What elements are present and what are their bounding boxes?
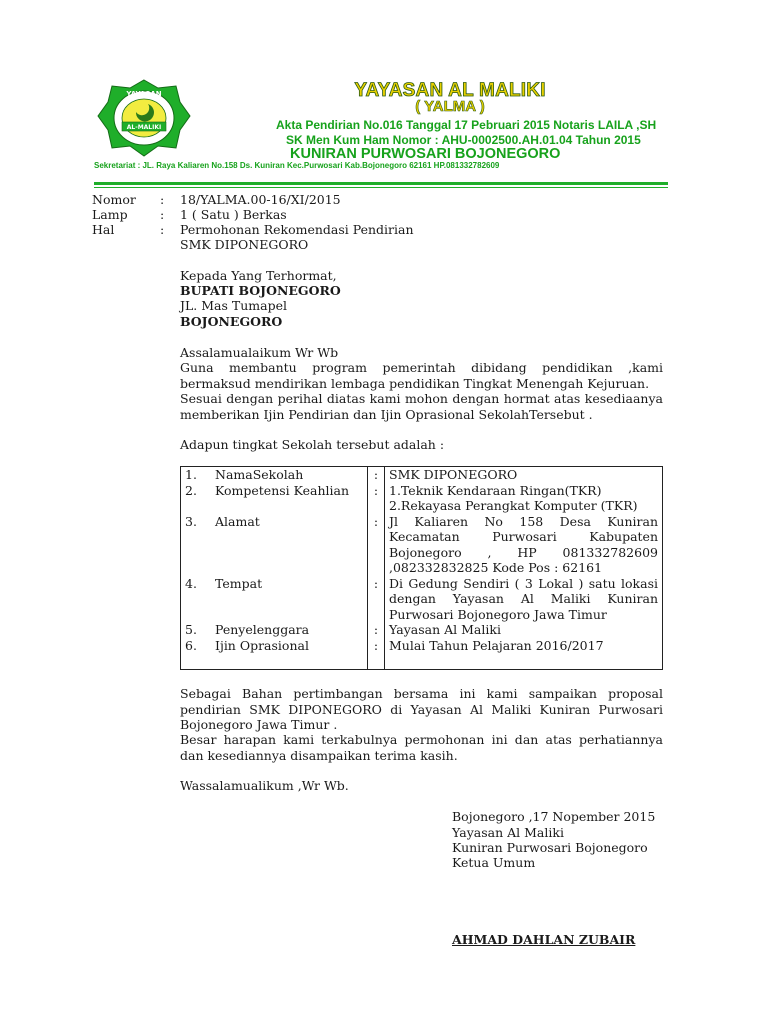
meta-lamp-label: Lamp (92, 207, 128, 222)
row-number: 6. (185, 637, 197, 653)
competency-1: 1.Teknik Kendaraan Ringan(TKR) (389, 482, 602, 498)
meta-lamp-sep: : (160, 207, 165, 222)
row-label: Tempat (215, 575, 263, 591)
meta-lamp-value: 1 ( Satu ) Berkas (180, 207, 287, 222)
paragraph-4: Besar harapan kami terkabulnya permohonan ini dan atas perhatiannya dan kesediannya disampaikan terima kasih. (180, 732, 663, 763)
recipient-name: BUPATI BOJONEGORO (180, 283, 341, 298)
row-number: 4. (185, 575, 197, 591)
meta-hal-value: Permohonan Rekomendasi Pendirian (180, 222, 414, 237)
row-label: Kompetensi Keahlian (215, 482, 350, 498)
opening-salam: Assalamualaikum Wr Wb (180, 345, 339, 360)
paragraph-3: Sebagai Bahan pertimbangan bersama ini kami sampaikan proposal pendirian SMK DIPONEGORO di Yayasan Al Maliki Kuniran Purwosari Bojonegoro Jawa Timur . (180, 686, 663, 732)
signature-org: Yayasan Al Maliki (452, 825, 564, 840)
row-sep: : (368, 622, 385, 638)
meta-nomor-value: 18/YALMA.00-16/XI/2015 (180, 192, 341, 207)
recipient-address: JL. Mas Tumapel (180, 298, 287, 313)
row-sep: : (368, 483, 385, 514)
recipient-city: BOJONEGORO (180, 314, 283, 329)
signature-position: Ketua Umum (452, 855, 536, 870)
school-details-table (180, 466, 663, 670)
recipient-greeting: Kepada Yang Terhormat, (180, 268, 337, 283)
table-row (181, 467, 663, 483)
row-value (385, 483, 663, 514)
row-number: 2. (185, 482, 197, 498)
akta-line: Akta Pendirian No.016 Tanggal 17 Pebruari 2015 Notaris LAILA ,SH (276, 118, 657, 132)
row-value: Jl Kaliaren No 158 Desa Kuniran Kecamatan Purwosari Kabupaten Bojonegoro , HP 081332782609 ,082332832825 Kode Pos : 62161 (389, 513, 658, 575)
sk-line: SK Men Kum Ham Nomor : AHU-0002500.AH.01.04 Tahun 2015 (286, 133, 641, 147)
row-sep: : (368, 467, 385, 483)
closing-salam: Wassalamualikum ,Wr Wb. (180, 778, 349, 793)
row-label: NamaSekolah (215, 467, 304, 482)
logo-top-text: YAYASAN (126, 90, 162, 98)
table-row (181, 514, 663, 576)
foundation-logo (96, 78, 192, 158)
meta-nomor-label: Nomor (92, 192, 136, 207)
table-row (181, 638, 663, 670)
place-date: Bojonegoro ,17 Nopember 2015 (452, 809, 656, 824)
row-sep: : (368, 576, 385, 623)
location-line: KUNIRAN PURWOSARI BOJONEGORO (290, 146, 561, 162)
row-label: Alamat (215, 513, 260, 529)
meta-hal-cont: SMK DIPONEGORO (180, 237, 309, 252)
foundation-subtitle: ( YALMA ) (415, 98, 485, 115)
logo-band-text: AL-MALIKI (126, 124, 162, 131)
meta-nomor-sep: : (160, 192, 165, 207)
competency-2: 2.Rekayasa Perangkat Komputer (TKR) (389, 498, 638, 513)
table-row (181, 576, 663, 623)
row-number: 5. (185, 622, 197, 637)
table-row (181, 483, 663, 514)
row-value: Mulai Tahun Pelajaran 2016/2017 (389, 637, 604, 653)
row-label: Ijin Oprasional (215, 637, 309, 653)
signature-org-location: Kuniran Purwosari Bojonegoro (452, 840, 648, 855)
row-value: Di Gedung Sendiri ( 3 Lokal ) satu lokasi dengan Yayasan Al Maliki Kuniran Purwosari Bojonegoro Jawa Timur (389, 575, 658, 622)
row-number: 3. (185, 513, 197, 529)
secretariat-line: Sekretariat : JL. Raya Kaliaren No.158 Ds. Kuniran Kec.Purwosari Kab.Bojonegoro 62161 HP.081332782609 (94, 161, 500, 170)
paragraph-2: Sesuai dengan perihal diatas kami mohon dengan hormat atas kesediaanya memberikan Ijin Pendirian dan Ijin Oprasional SekolahTersebut . (180, 391, 663, 422)
row-sep: : (368, 514, 385, 576)
header-rule (94, 182, 668, 185)
header-rule-thin (94, 187, 668, 188)
row-number: 1. (185, 467, 197, 482)
meta-hal-label: Hal (92, 222, 115, 237)
paragraph-1: Guna membantu program pemerintah dibidang pendidikan ,kami bermaksud mendirikan lembaga pendidikan Tingkat Menengah Kejuruan. (180, 360, 663, 391)
foundation-title: YAYASAN AL MALIKI (354, 80, 546, 101)
table-intro: Adapun tingkat Sekolah tersebut adalah : (180, 437, 445, 452)
row-value: Yayasan Al Maliki (389, 622, 501, 637)
row-value: SMK DIPONEGORO (389, 467, 518, 482)
signatory-name: AHMAD DAHLAN ZUBAIR (452, 932, 636, 947)
row-sep: : (368, 638, 385, 670)
table-row (181, 622, 663, 638)
row-label: Penyelenggara (215, 622, 310, 637)
meta-hal-sep: : (160, 222, 165, 237)
